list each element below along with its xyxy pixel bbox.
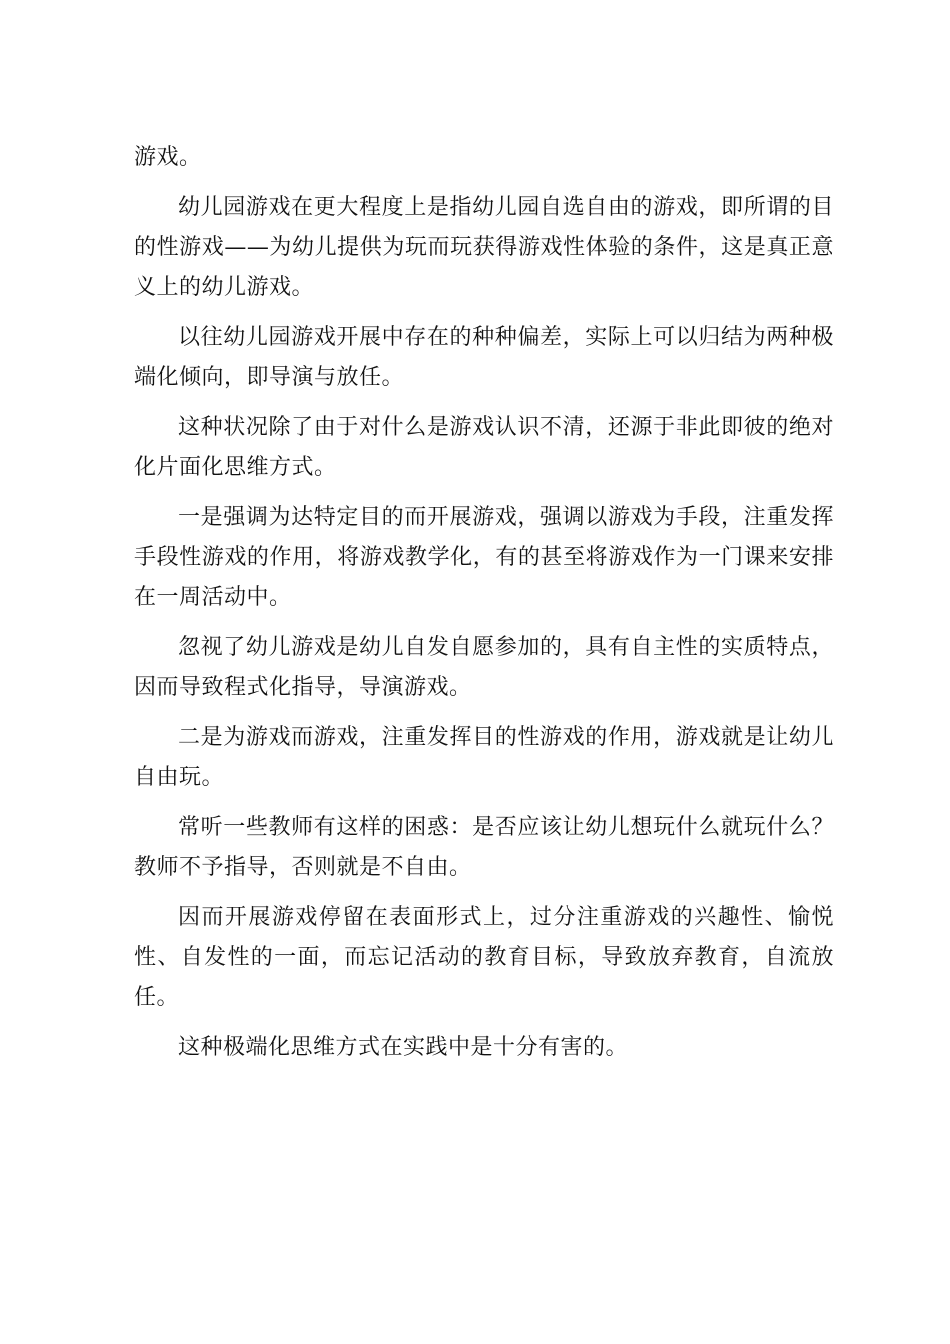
paragraph-8: 常听一些教师有这样的困惑：是否应该让幼儿想玩什么就玩什么？教师不予指导，否则就是不自由。 <box>134 815 834 880</box>
paragraph-7: 二是为游戏而游戏，注重发挥目的性游戏的作用，游戏就是让幼儿自由玩。 <box>134 725 834 790</box>
document-body <box>134 138 834 1078</box>
paragraph-2: 幼儿园游戏在更大程度上是指幼儿园自选自由的游戏，即所谓的目的性游戏——为幼儿提供为玩而玩获得游戏性体验的条件，这是真正意义上的幼儿游戏。 <box>134 195 834 300</box>
paragraph-10: 这种极端化思维方式在实践中是十分有害的。 <box>178 1035 629 1060</box>
paragraph-9: 因而开展游戏停留在表面形式上，过分注重游戏的兴趣性、愉悦性、自发性的一面，而忘记活动的教育目标，导致放弃教育，自流放任。 <box>134 905 834 1010</box>
paragraph-5: 一是强调为达特定目的而开展游戏，强调以游戏为手段，注重发挥手段性游戏的作用，将游戏教学化，有的甚至将游戏作为一门课来安排在一周活动中。 <box>134 505 834 610</box>
paragraph-3: 以往幼儿园游戏开展中存在的种种偏差，实际上可以归结为两种极端化倾向，即导演与放任。 <box>134 325 834 390</box>
paragraph-4: 这种状况除了由于对什么是游戏认识不清，还源于非此即彼的绝对化片面化思维方式。 <box>134 415 834 480</box>
paragraph-1: 游戏。 <box>134 145 202 170</box>
paragraph-6: 忽视了幼儿游戏是幼儿自发自愿参加的，具有自主性的实质特点，因而导致程式化指导，导演游戏。 <box>134 635 834 700</box>
